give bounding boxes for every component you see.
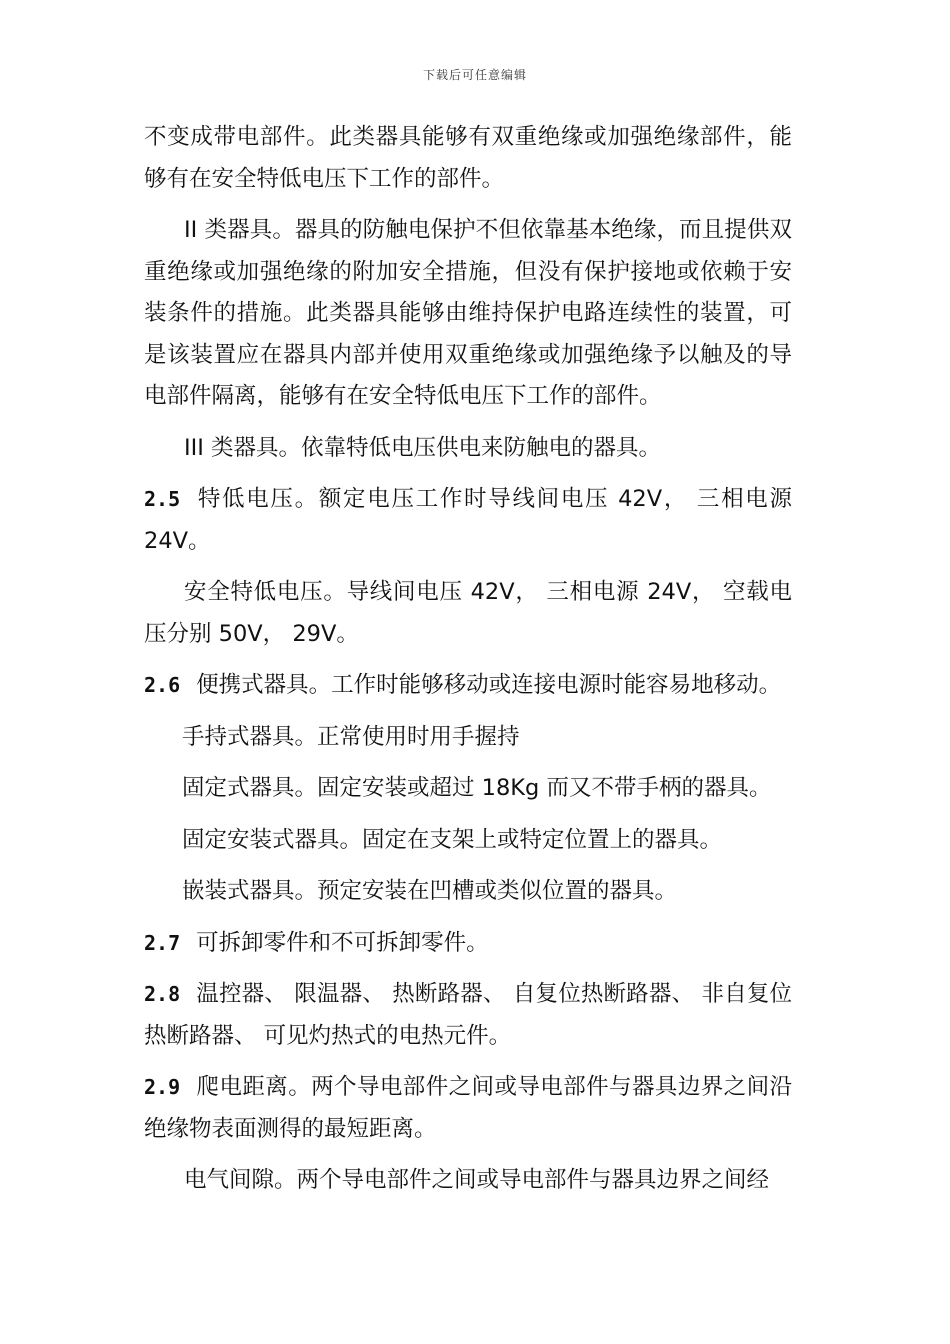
section-number: 2.6 [144,673,181,697]
section-2-8 [144,974,792,1057]
paragraph-text: III 类器具。依靠特低电压供电来防触电的器具。 [184,434,662,461]
paragraph-continued [144,117,792,200]
paragraph-text: 便携式器具。工作时能够移动或连接电源时能容易地移动。 [196,672,782,698]
section-number: 2.7 [144,930,181,955]
paragraph-text: 不变成带电部件。此类器具能够有双重绝缘或加强绝缘部件，能够有在安全特低电压下工作的部件。 [144,124,792,192]
paragraph-safety-elv [144,572,792,655]
paragraph-handheld [144,717,792,759]
section-number: 2.5 [144,487,181,511]
page-header: 下载后可任意编辑 [422,68,527,82]
paragraph-text: 温控器、 限温器、 热断路器、 自复位热断路器、 非自复位热断路器、 可见灼热式的电热元件。 [144,981,792,1049]
paragraph-text: 手持式器具。正常使用时用手握持 [182,723,520,750]
section-number: 2.8 [144,982,181,1006]
paragraph-built-in [144,871,792,913]
section-2-9 [144,1067,792,1150]
paragraph-class-ii [144,210,792,418]
paragraph-text: 嵌装式器具。预定安装在凹槽或类似位置的器具。 [182,878,678,904]
paragraph-text: 电气间隙。两个导电部件之间或导电部件与器具边界之间经 [184,1167,770,1193]
paragraph-text: 爬电距离。两个导电部件之间或导电部件与器具边界之间沿绝缘物表面测得的最短距离。 [144,1074,792,1142]
section-number: 2.9 [144,1075,181,1099]
paragraph-text: 特低电压。额定电压工作时导线间电压 42V， 三相电源 24V。 [144,486,792,554]
section-2-5 [144,479,792,562]
section-2-7 [144,923,792,965]
paragraph-text: 安全特低电压。导线间电压 42V， 三相电源 24V， 空载电压分别 50V， 29V。 [144,579,792,647]
paragraph-text: 固定安装式器具。固定在支架上或特定位置上的器具。 [182,826,723,853]
paragraph-text: 可拆卸零件和不可拆卸零件。 [196,929,489,956]
paragraph-clearance [144,1160,792,1202]
document-body [144,117,792,1212]
paragraph-fixed-install [144,820,792,862]
paragraph-text: 固定式器具。固定安装或超过 18Kg 而又不带手柄的器具。 [182,775,772,801]
section-2-6 [144,665,792,707]
paragraph-text: II 类器具。器具的防触电保护不但依靠基本绝缘，而且提供双重绝缘或加强绝缘的附加安全措施，但没有保护接地或依赖于安装条件的措施。此类器具能够由维持保护电路连续性的装置，可是该装置应在器具内部并使用双重绝缘或加强绝缘予以触及的导电部件隔离，能够有在安全特低电压下工作的部件。 [144,217,792,409]
paragraph-fixed [144,768,792,810]
paragraph-class-iii [144,428,792,470]
